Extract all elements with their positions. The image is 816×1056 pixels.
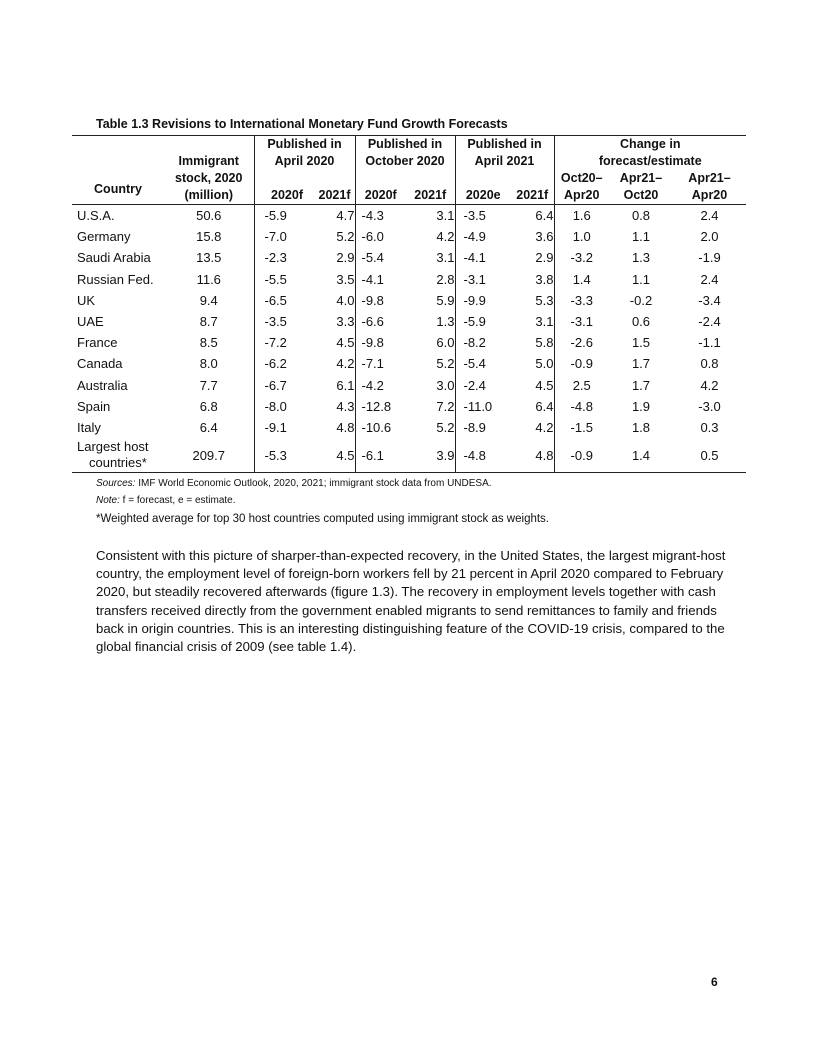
row-country: Saudi Arabia	[77, 250, 151, 266]
table-cell: 3.1	[511, 311, 554, 332]
table-cell: -3.2	[570, 250, 593, 266]
table-row	[72, 311, 746, 332]
table-cell: -1.9	[698, 250, 721, 266]
header-country: Country	[72, 136, 164, 205]
table-cell: 1.8	[631, 419, 651, 435]
header-sub-2021f: 2021f	[406, 170, 455, 205]
table-cell: 1.1	[631, 271, 651, 287]
header-change-apr21-apr20: Apr21– Apr20	[688, 171, 731, 202]
table-cell: 2.0	[700, 229, 719, 245]
header-change-apr21-oct20: Apr21– Oct20	[619, 171, 663, 202]
table-cell: -6.7	[264, 377, 287, 393]
body-paragraph: Consistent with this picture of sharper-than-expected recovery, in the United States, the largest migrant-host country, the employment level of foreign-born workers fell by 21 percent in April 2020 compared to February 2020, but steadily recovered afterwards (figure 1.3). The recovery in employment levels together with cash transfers received directly from the government enabled migrants to send remittances to family and friends back in origin countries. This is an interesting distinguishing feature of the COVID-19 crisis, compared to the global financial crisis of 2009 (see table 1.4).	[96, 548, 726, 655]
row-country: Russian Fed.	[77, 271, 154, 287]
table-cell: -7.0	[264, 229, 287, 245]
row-country: Australia	[77, 377, 128, 393]
table-cell: 6.0	[406, 332, 455, 353]
table-cell: 4.2	[303, 353, 355, 374]
table-cell: -6.1	[355, 438, 406, 473]
table-cell: -10.6	[361, 419, 392, 435]
table-cell: 3.6	[511, 226, 554, 247]
table-cell: 1.3	[406, 311, 455, 332]
table-cell: 7.2	[406, 396, 455, 417]
table-cell: -4.2	[361, 377, 384, 393]
table-cell: 4.2	[406, 226, 455, 247]
table-cell: 9.4	[164, 290, 254, 311]
table-cell: 8.5	[164, 332, 254, 353]
table-cell: -6.6	[361, 314, 384, 330]
table-cell: -5.4	[361, 250, 384, 266]
row-country: Canada	[77, 356, 123, 372]
table-cell: -1.1	[698, 335, 721, 351]
table-cell: -9.1	[264, 419, 287, 435]
table-cell: 4.5	[303, 332, 355, 353]
header-change-oct20-apr20: Oct20– Apr20	[560, 171, 603, 202]
table-cell: 4.0	[303, 290, 355, 311]
table-cell: -9.8	[361, 292, 384, 308]
table-cell: 2.4	[673, 205, 746, 227]
table-cell: 4.2	[511, 417, 554, 438]
table-cell: -6.0	[361, 229, 384, 245]
table-row	[72, 247, 746, 268]
table-cell: -12.8	[361, 398, 392, 414]
table-cell: 5.2	[406, 417, 455, 438]
row-country: U.S.A.	[72, 205, 164, 227]
table-cell: -5.3	[254, 438, 303, 473]
header-published-oct2020: Published in October 2020	[355, 136, 455, 171]
table-cell: 2.4	[700, 271, 719, 287]
table-cell: -9.9	[463, 292, 486, 308]
table-cell: 0.8	[609, 205, 673, 227]
growth-forecast-table	[72, 135, 746, 473]
table-cell: 6.4	[511, 205, 554, 227]
table-cell: -3.1	[463, 271, 486, 287]
table-cell: 4.2	[700, 377, 719, 393]
table-cell: 6.4	[511, 396, 554, 417]
table-cell: 13.5	[164, 247, 254, 268]
row-country-line: Largest host	[77, 439, 149, 455]
table-cell: -2.4	[463, 377, 486, 393]
table-row	[72, 353, 746, 374]
table-cell: 5.9	[406, 290, 455, 311]
table-cell: 2.9	[303, 247, 355, 268]
table-cell: 5.2	[303, 226, 355, 247]
table-cell: 5.2	[406, 353, 455, 374]
abbreviation-note: Note: f = forecast, e = estimate.	[96, 495, 236, 506]
table-cell: 1.3	[631, 250, 651, 266]
table-cell: -5.4	[463, 356, 486, 372]
table-cell: 3.9	[406, 438, 455, 473]
page-number: 6	[711, 975, 718, 989]
table-cell: 4.3	[303, 396, 355, 417]
table-cell: 1.5	[631, 335, 651, 351]
table-cell: 15.8	[164, 226, 254, 247]
table-cell: -8.2	[463, 335, 486, 351]
table-row	[72, 269, 746, 290]
table-cell: -8.9	[463, 419, 486, 435]
table-cell: 3.5	[303, 269, 355, 290]
table-cell: 1.6	[554, 205, 609, 227]
table-cell: -8.0	[264, 398, 287, 414]
table-cell: 3.8	[511, 269, 554, 290]
table-cell: 209.7	[164, 438, 254, 473]
header-sub-2020e: 2020e	[465, 188, 501, 202]
table-cell: 1.4	[572, 271, 591, 287]
table-cell: -2.3	[264, 250, 287, 266]
header-sub-2020f: 2020f	[271, 188, 303, 202]
table-row	[72, 226, 746, 247]
table-cell: -5.9	[254, 205, 303, 227]
table-cell: 0.8	[700, 356, 719, 372]
table-cell: 1.9	[631, 398, 651, 414]
table-row	[72, 290, 746, 311]
table-cell: -0.9	[570, 356, 593, 372]
table-row	[72, 332, 746, 353]
table-row	[72, 375, 746, 396]
table-cell: 50.6	[164, 205, 254, 227]
table-cell: 1.7	[631, 377, 651, 393]
table-cell: -3.3	[570, 292, 593, 308]
table-cell: 6.1	[303, 375, 355, 396]
table-cell: -3.4	[698, 292, 721, 308]
table-cell: -2.6	[570, 335, 593, 351]
table-cell: -3.0	[698, 398, 721, 414]
table-cell: -4.8	[570, 398, 593, 414]
table-cell: -4.1	[361, 271, 384, 287]
table-cell: 2.8	[406, 269, 455, 290]
table-cell: 4.5	[511, 375, 554, 396]
table-cell: 3.3	[303, 311, 355, 332]
row-country-line: countries*	[89, 455, 147, 471]
row-country: Italy	[77, 419, 101, 435]
table-cell: 4.8	[511, 438, 554, 473]
row-country: UAE	[77, 314, 104, 330]
table-cell: -3.5	[455, 205, 511, 227]
table-cell: 4.8	[303, 417, 355, 438]
table-cell: -6.2	[264, 356, 287, 372]
table-cell: -4.1	[463, 250, 486, 266]
table-cell: 5.8	[511, 332, 554, 353]
table-cell: 8.0	[164, 353, 254, 374]
table-cell: 0.6	[631, 314, 651, 330]
table-cell: -3.1	[570, 314, 593, 330]
row-country: Germany	[77, 229, 131, 245]
table-cell: -6.5	[264, 292, 287, 308]
table-cell: -9.8	[361, 335, 384, 351]
table-cell: 2.5	[572, 377, 591, 393]
table-cell: -4.3	[355, 205, 406, 227]
table-cell: -5.5	[264, 271, 287, 287]
table-cell: -0.2	[629, 292, 653, 308]
row-country: Spain	[77, 398, 111, 414]
table-cell: -11.0	[463, 398, 493, 414]
table-cell: 0.5	[673, 438, 746, 473]
table-cell: -1.5	[570, 419, 593, 435]
table-cell: -0.9	[554, 438, 609, 473]
table-cell: -2.4	[698, 314, 721, 330]
table-cell: 8.7	[164, 311, 254, 332]
table-cell: 5.3	[511, 290, 554, 311]
header-published-apr2020: Published in April 2020	[254, 136, 355, 171]
header-change: Change in forecast/estimate	[554, 136, 746, 171]
row-country	[72, 438, 164, 473]
table-cell: -3.5	[264, 314, 287, 330]
table-cell: 2.9	[511, 247, 554, 268]
table-cell: -7.2	[264, 335, 287, 351]
table-cell: 0.3	[700, 419, 719, 435]
table-cell: 6.4	[164, 417, 254, 438]
table-body	[72, 205, 746, 473]
table-cell: 4.5	[303, 438, 355, 473]
table-cell: 1.1	[631, 229, 651, 245]
header-sub-2020f: 2020f	[364, 188, 397, 202]
table-cell: 7.7	[164, 375, 254, 396]
row-country: UK	[77, 292, 96, 308]
table-cell: -4.9	[463, 229, 486, 245]
sources-note: Sources: IMF World Economic Outlook, 2020, 2021; immigrant stock data from UNDESA.	[96, 478, 492, 489]
row-country: France	[77, 335, 118, 351]
header-immigrant-stock: Immigrant stock, 2020 (million)	[164, 136, 254, 205]
table-cell: 1.0	[572, 229, 591, 245]
table-title: Table 1.3 Revisions to International Monetary Fund Growth Forecasts	[96, 117, 508, 131]
table-cell: -5.9	[463, 314, 486, 330]
table-row-largest-host	[72, 438, 746, 473]
table-cell: 1.7	[631, 356, 651, 372]
table-cell: 3.1	[406, 205, 455, 227]
table-cell: 1.4	[609, 438, 673, 473]
table-cell: -7.1	[361, 356, 384, 372]
table-row	[72, 417, 746, 438]
table-cell: 3.0	[406, 375, 455, 396]
header-sub-2021f: 2021f	[511, 170, 554, 205]
header-published-apr2021: Published in April 2021	[455, 136, 554, 171]
table-cell: 11.6	[164, 269, 254, 290]
header-sub-2021f: 2021f	[303, 170, 355, 205]
table-cell: 5.0	[511, 353, 554, 374]
table-cell: 3.1	[406, 247, 455, 268]
table-cell: 6.8	[164, 396, 254, 417]
table-cell: -4.8	[455, 438, 511, 473]
table-row	[72, 205, 746, 227]
table-row	[72, 396, 746, 417]
weighted-average-note: *Weighted average for top 30 host countries computed using immigrant stock as weights.	[96, 513, 549, 525]
table-cell: 4.7	[303, 205, 355, 227]
